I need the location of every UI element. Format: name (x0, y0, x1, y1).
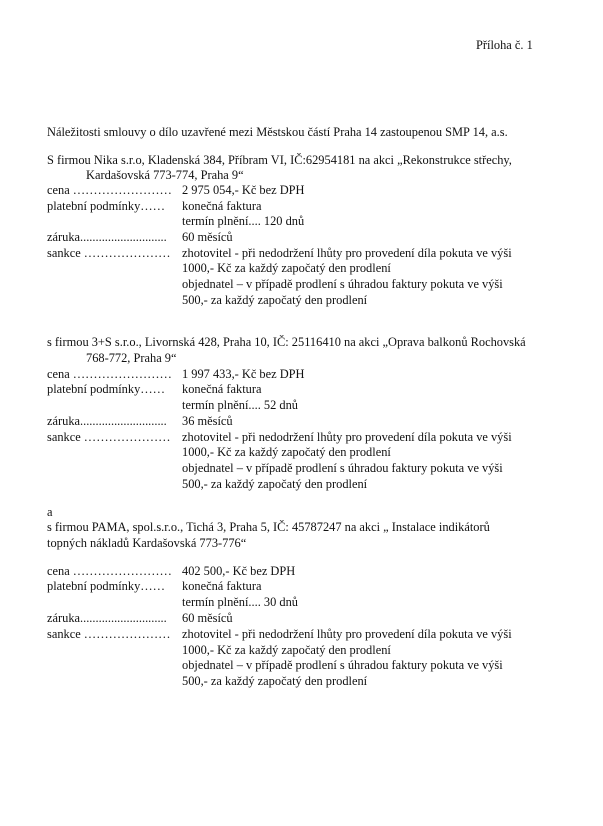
contract-2-sankce-line1: zhotovitel - při nedodržení lhůty pro provedení díla pokuta ve výši (182, 430, 512, 444)
contract-3-party-line2: topných nákladů Kardašovská 773-776“ (47, 536, 247, 550)
contract-3-sankce-label: sankce ………………… (47, 627, 171, 641)
contract-3-cena-value: 402 500,- Kč bez DPH (182, 564, 296, 578)
contract-1-sankce-line2: 1000,- Kč za každý započatý den prodlení (182, 261, 391, 275)
contract-3-party-line1: s firmou PAMA, spol.s.r.o., Tichá 3, Praha 5, IČ: 45787247 na akci „ Instalace indikátorů (47, 520, 490, 534)
contract-3-zaruka-value: 60 měsíců (182, 611, 233, 625)
intro-line: Náležitosti smlouvy o dílo uzavřené mezi Městskou částí Praha 14 zastoupenou SMP 14, a.s. (47, 125, 508, 139)
contract-3-platebni-value: konečná faktura (182, 579, 262, 593)
contract-1-cena-label: cena …………………… (47, 183, 172, 197)
contract-2-sankce-line4: 500,- za každý započatý den prodlení (182, 477, 368, 491)
contract-2-zaruka-value: 36 měsíců (182, 414, 233, 428)
contract-2-platebni-label: platební podmínky…… (47, 382, 166, 396)
contract-1-sankce-line3: objednatel – v případě prodlení s úhradou faktury pokuta ve výši (182, 277, 503, 291)
contract-1-sankce-line1: zhotovitel - při nedodržení lhůty pro provedení díla pokuta ve výši (182, 246, 512, 260)
contract-3-zaruka-label: záruka............................ (47, 611, 167, 625)
contract-1-platebni-value: konečná faktura (182, 199, 262, 213)
contract-3-platebni-label: platební podmínky…… (47, 579, 166, 593)
contract-1-zaruka-value: 60 měsíců (182, 230, 233, 244)
contract-3-termin: termín plnění.... 30 dnů (182, 595, 298, 609)
contract-1-party-line2: Kardašovská 773-774, Praha 9“ (86, 168, 244, 182)
contract-2-sankce-line2: 1000,- Kč za každý započatý den prodlení (182, 445, 391, 459)
contract-1-party-line1: S firmou Nika s.r.o, Kladenská 384, Příbram VI, IČ:62954181 na akci „Rekonstrukce střechy, (47, 153, 512, 167)
contract-1-sankce-label: sankce ………………… (47, 246, 171, 260)
contract-2-sankce-line3: objednatel – v případě prodlení s úhradou faktury pokuta ve výši (182, 461, 503, 475)
contract-3-sankce-line3: objednatel – v případě prodlení s úhradou faktury pokuta ve výši (182, 658, 503, 672)
contract-3-sankce-line1: zhotovitel - při nedodržení lhůty pro provedení díla pokuta ve výši (182, 627, 512, 641)
contract-3-sankce-line4: 500,- za každý započatý den prodlení (182, 674, 368, 688)
contract-3-sankce-line2: 1000,- Kč za každý započatý den prodlení (182, 643, 391, 657)
contract-1-zaruka-label: záruka............................ (47, 230, 167, 244)
attachment-label: Příloha č. 1 (476, 38, 533, 52)
contract-2-cena-value: 1 997 433,- Kč bez DPH (182, 367, 305, 381)
contract-1-termin: termín plnění.... 120 dnů (182, 214, 305, 228)
contract-3-connector: a (47, 505, 53, 519)
contract-2-termin: termín plnění.... 52 dnů (182, 398, 298, 412)
contract-3-cena-label: cena …………………… (47, 564, 172, 578)
contract-1-cena-value: 2 975 054,- Kč bez DPH (182, 183, 305, 197)
contract-2-zaruka-label: záruka............................ (47, 414, 167, 428)
contract-2-party-line2: 768-772, Praha 9“ (86, 351, 177, 365)
contract-2-sankce-label: sankce ………………… (47, 430, 171, 444)
contract-2-cena-label: cena …………………… (47, 367, 172, 381)
contract-1-platebni-label: platební podmínky…… (47, 199, 166, 213)
contract-1-sankce-line4: 500,- za každý započatý den prodlení (182, 293, 368, 307)
contract-2-platebni-value: konečná faktura (182, 382, 262, 396)
contract-2-party-line1: s firmou 3+S s.r.o., Livornská 428, Praha 10, IČ: 25116410 na akci „Oprava balkonů Rochovská (47, 335, 526, 349)
